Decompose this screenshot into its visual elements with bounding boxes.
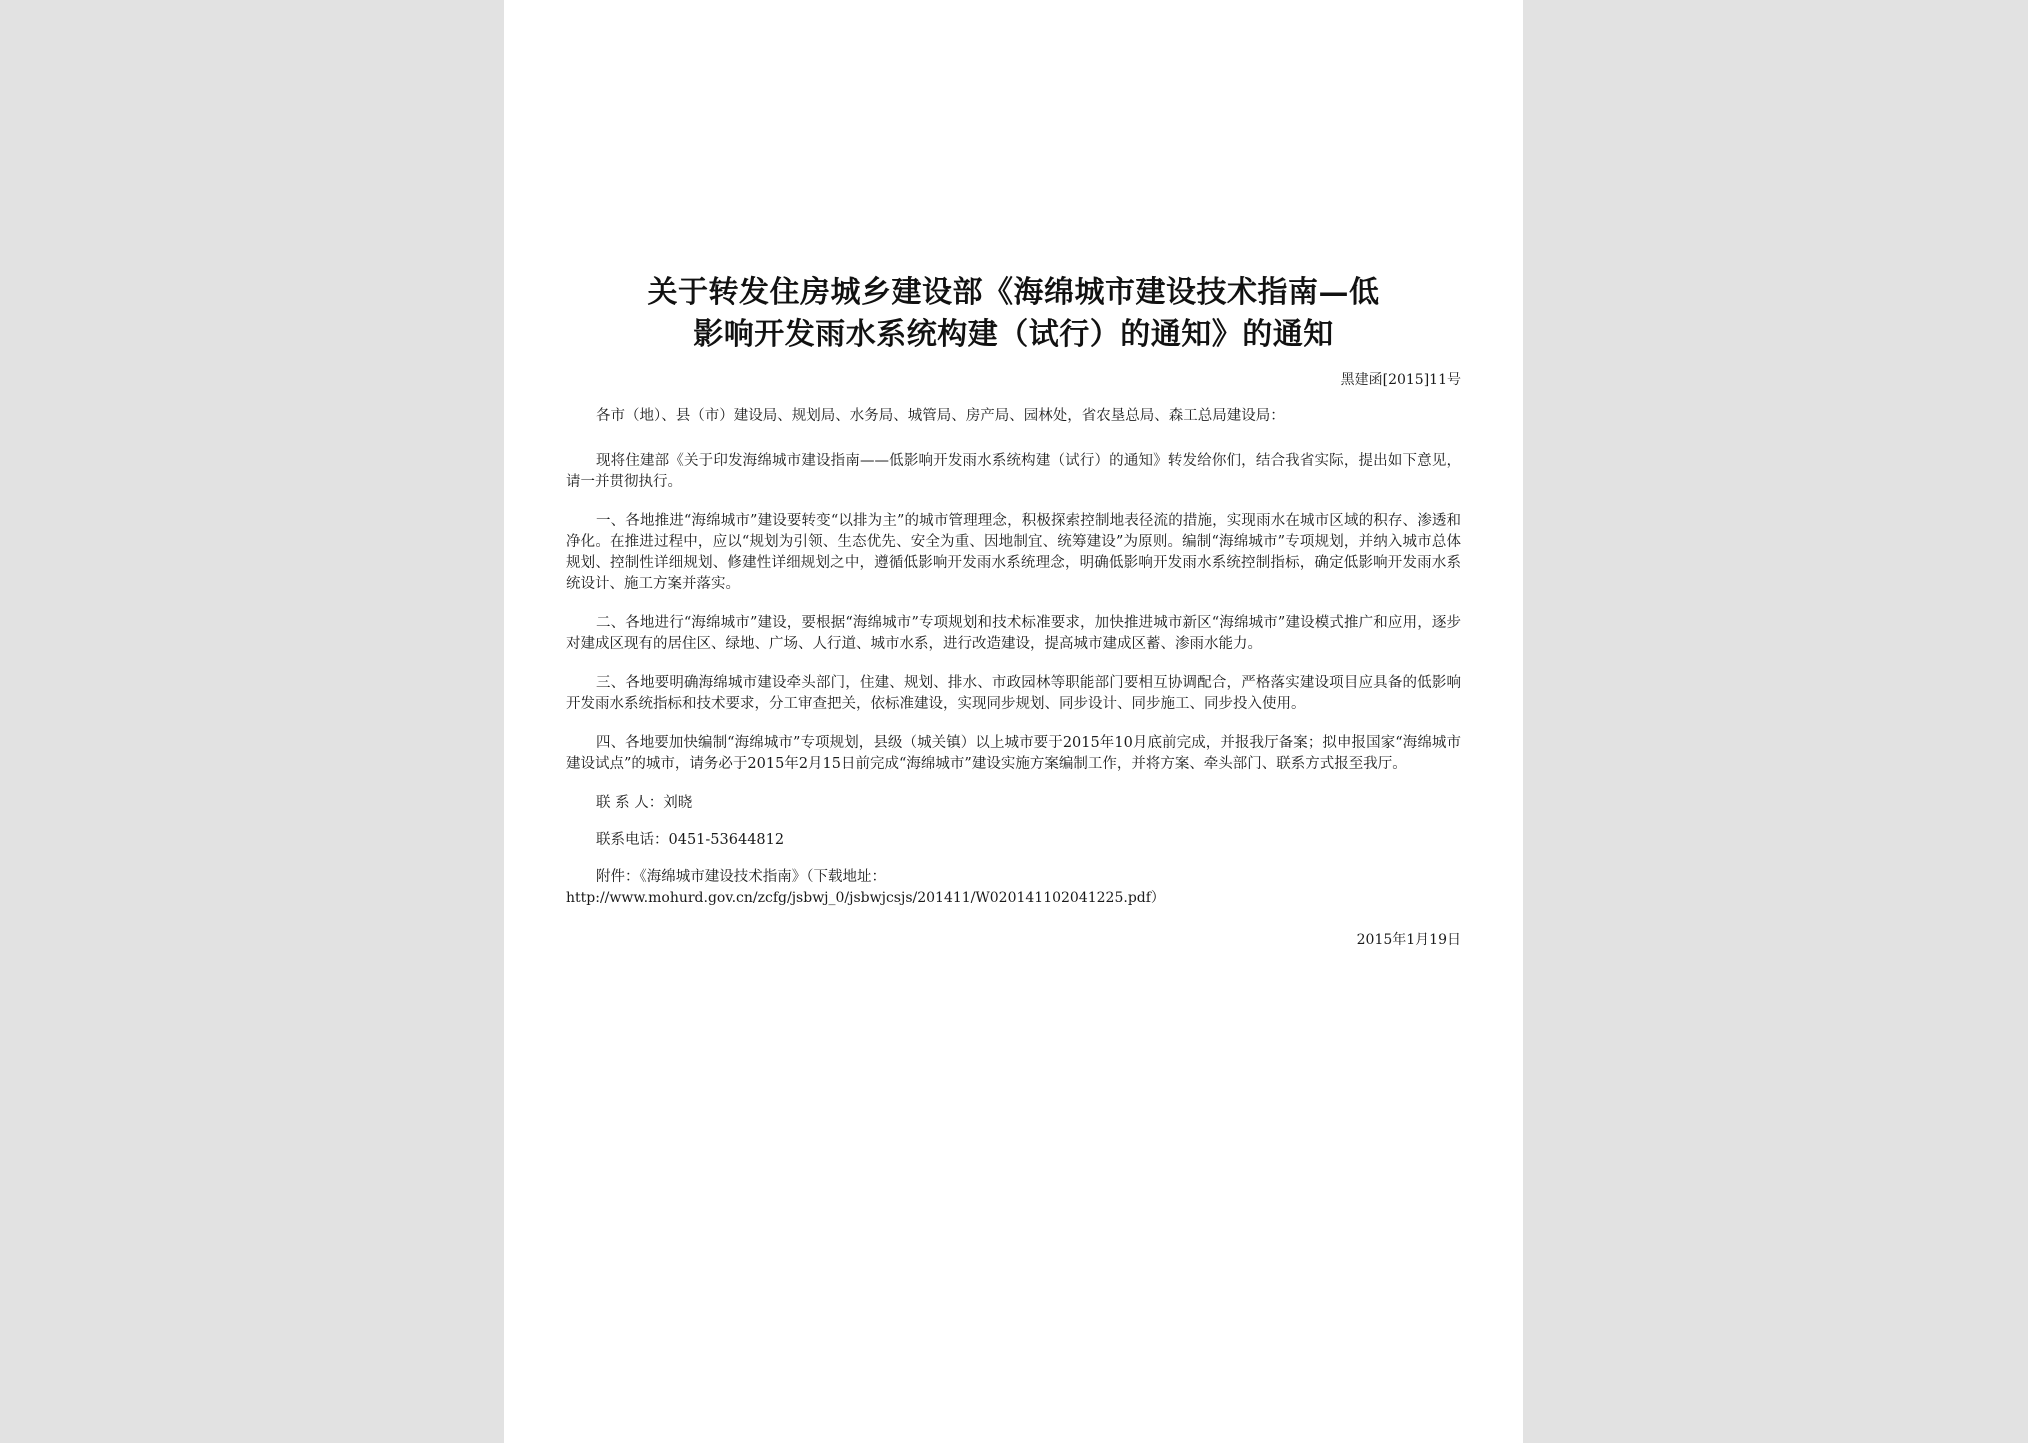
document-number: 黑建函[2015]11号 xyxy=(1340,372,1461,388)
attachment-label: 附件：《海绵城市建设技术指南》（下载地址： xyxy=(596,869,886,885)
document-page xyxy=(504,0,1523,1443)
title-line-2: 影响开发雨水系统构建（试行）的通知》的通知 xyxy=(693,317,1334,352)
paragraph-item-4: 四、各地要加快编制“海绵城市”专项规划，县级（城关镇）以上城市要于2015年10月底前完成，并报我厅备案；拟申报国家“海绵城市建设试点”的城市，请务必于2015年2月15日前完成“海绵城市”建设实施方案编制工作，并将方案、牵头部门、联系方式报至我厅。 xyxy=(566,735,1461,772)
contact-person: 联 系 人：刘晓 xyxy=(596,795,693,811)
contact-phone: 联系电话：0451-53644812 xyxy=(596,832,785,848)
paragraph-item-2: 二、各地进行“海绵城市”建设，要根据“海绵城市”专项规划和技术标准要求，加快推进城市新区“海绵城市”建设模式推广和应用，逐步对建成区现有的居住区、绿地、广场、人行道、城市水系，进行改造建设，提高城市建成区蓄、渗雨水能力。 xyxy=(566,615,1461,652)
intro-paragraph: 现将住建部《关于印发海绵城市建设指南——低影响开发雨水系统构建（试行）的通知》转发给你们，结合我省实际，提出如下意见，请一并贯彻执行。 xyxy=(566,453,1461,490)
document-date: 2015年1月19日 xyxy=(1356,932,1461,948)
paragraph-item-1: 一、各地推进“海绵城市”建设要转变“以排为主”的城市管理理念，积极探索控制地表径流的措施，实现雨水在城市区域的积存、渗透和净化。在推进过程中，应以“规划为引领、生态优先、安全为重、因地制宜、统筹建设”为原则。编制“海绵城市”专项规划，并纳入城市总体规划、控制性详细规划、修建性详细规划之中，遵循低影响开发雨水系统理念，明确低影响开发雨水系统控制指标，确定低影响开发雨水系统设计、施工方案并落实。 xyxy=(566,513,1461,592)
document-content xyxy=(566,272,1461,949)
title-line-1: 关于转发住房城乡建设部《海绵城市建设技术指南—低 xyxy=(647,275,1380,310)
attachment-url[interactable]: http://www.mohurd.gov.cn/zcfg/jsbwj_0/jsbwjcsjs/201411/W020141102041225.pdf） xyxy=(566,890,1165,906)
document-title xyxy=(566,272,1461,356)
paragraph-item-3: 三、各地要明确海绵城市建设牵头部门，住建、规划、排水、市政园林等职能部门要相互协调配合，严格落实建设项目应具备的低影响开发雨水系统指标和技术要求，分工审查把关，依标准建设，实现同步规划、同步设计、同步施工、同步投入使用。 xyxy=(566,675,1461,712)
addressee: 各市（地）、县（市）建设局、规划局、水务局、城管局、房产局、园林处，省农垦总局、森工总局建设局： xyxy=(596,408,1285,424)
